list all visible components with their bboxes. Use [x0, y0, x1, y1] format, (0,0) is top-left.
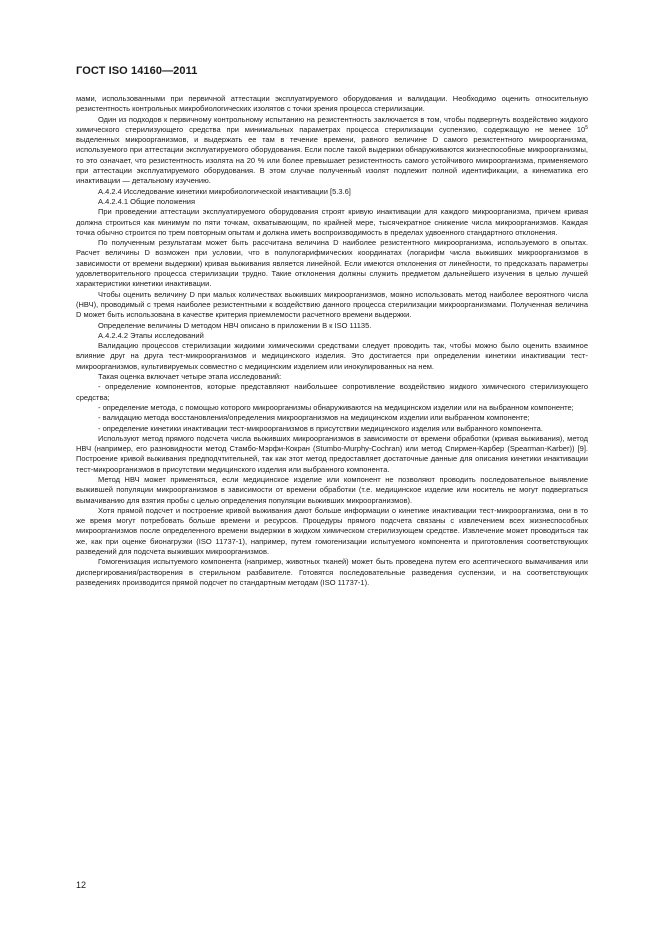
paragraph-2 [76, 115, 588, 187]
page-number: 12 [76, 880, 87, 890]
section-heading-a4-2-4-2: А.4.2.4.2 Этапы исследований [98, 330, 204, 340]
paragraph-9: Используют метод прямого подсчета числа выживших микроорганизмов в зависимости от времени обработки (кривая выживания), метод НВЧ (например, его разновидности метод Стамбо-Мэрфи-Кокран (Stumbo-Murphy-Cochran) или метод Спирмен-Карбер (Spearman-Karber)) [9]. Построение кривой выживания предподчтительней, так как этот метод предоставляет достаточные данные для описания кинетики инактивации тест-микроорганизмов в присутствии медицинского изделия или выбранного компонента. [76, 433, 588, 474]
exponent: 5 [585, 124, 588, 131]
paragraph-7: Валидацию процессов стерилизации жидкими химическими средствами следует проводить так, чтобы можно было оценить взаимное влияние друг на друга тест-микроорганизмов и медицинского изделия. Это достигается при определении кинетики инактивации тест-микроорганизмов, культивируемых совместно с медицинским изделием или инокулированных на нем. [76, 341, 588, 371]
list-item-3: - валидацию метода восстановления/определения микроорганизмов на медицинском изделии или выбранном компоненте; [98, 413, 530, 423]
paragraph-5: Чтобы оценить величину D при малых количествах выживших микроорганизмов, можно использовать метод наиболее вероятного числа (НВЧ), проводимый с тремя наиболее резистентными к воздействию данного процесса стерилизации микроорганизмами. Полученная величина D может быть использована в качестве критерия приемлемости расчетного времени выдержки. [76, 289, 588, 320]
paragraph-10: Метод НВЧ может применяться, если медицинское изделие или компонент не позволяют проводить последовательное выявление выжившей популяции микроорганизмов в зависимости от времени обработки (т.е. медицинское изделие или носитель не могут подвергаться вымачиванию для взятия пробы с целью определения популяции выживших микроорганизмов). [76, 474, 588, 505]
paragraph-3: При проведении аттестации эксплуатируемого оборудования строят кривую инактивации для каждого микроорганизма, причем кривая должна строиться как минимум по пяти точкам, охватывающим, по крайней мере, тысячекратное снижение числа микроорганизмов. Каждая точка обычно строится по трем повторным опытам и должна иметь воспроизводимость в пределах удвоенного стандартного отклонения. [76, 207, 588, 237]
paragraph-11: Хотя прямой подсчет и построение кривой выживания дают больше информации о кинетике инактивации тест-микроорганизма, они в то же время могут потребовать больше времени и ресурсов. Процедуры прямого подсчета связаны с извлечением всех жизнеспособных микроорганизмов после определенного времени выдержки в жидком химическом стерилизующем средстве. Извлечение может проводиться так же, как при оценке бионагрузки (ISO 11737-1), например, путем гомогенизации испытуемого компонента и приготовления соответствующих разведений для подсчета выживших микроорганизмов. [76, 505, 588, 557]
paragraph-2-part-a: Один из подходов к первичному контрольному испытанию на резистентность заключается в том, чтобы подвергнуть воздействию жидкого химического стерилизующего средства при минимальных параметрах процесса стерилизации суспензию, содержащую не менее 10 [76, 114, 588, 134]
document-body [76, 94, 588, 588]
list-item-4: - определение кинетики инактивации тест-микроорганизмов в присутствии медицинского изделия или выбранного компонента. [98, 423, 543, 433]
paragraph-4: По полученным результатам может быть рассчитана величина D наиболее резистентного микроорганизма, используемого в опытах. Расчет величины D возможен при условии, что в полулогарифмических координатах (логарифм числа выживших микроорганизмов в зависимости от времени выдержки) кривая выживания является линейной. Если имеются отклонения от линейности, то предсказать параметры удовлетворительного процесса стерилизации трудно. Такие отклонения должны служить предметом дальнейшего изучения в целью лучшей характеристики кинетики инактивации. [76, 238, 588, 289]
paragraph-12: Гомогенизация испытуемого компонента (например, животных тканей) может быть проведена путем его асептического вымачивания или диспергирования/растворения в стерильном разбавителе. Готовятся последовательные разведения суспензии, и на соответствующих разведениях производится прямой подсчет по стандартным методам (ISO 11737-1). [76, 557, 588, 587]
paragraph-2-part-b: выделенных микроорганизмов, и выдержать ее там в течение времени, равного величине D самого резистентного микроорганизма, используемого при аттестации эксплуатируемого оборудования. Если после такой выдержки обнаруживаются жизнеспособные микроорганизмы, то это означает, что резистентность изолята на 20 % или более превышает резистентность самого устойчивого микроорганизма, применяемого при аттестации эксплуатируемого оборудования. В этом случае полученный изолят подлежит полной идентификации, а кинематика его инактивации — детальному изучению. [76, 135, 588, 186]
list-item-2: - определение метода, с помощью которого микроорганизмы обнаруживаются на медицинском изделии или на выбранном компоненте; [98, 402, 574, 412]
section-heading-a4-2-4: А.4.2.4 Исследование кинетики микробиологической инактивации [5.3.6] [98, 186, 351, 196]
paragraph-8: Такая оценка включает четыре этапа исследований: [98, 372, 282, 382]
document-header: ГОСТ ISO 14160—2011 [76, 65, 198, 77]
paragraph-6: Определение величины D методом НВЧ описано в приложении В к ISO 11135. [98, 320, 372, 330]
list-item-1: - определение компонентов, которые представляют наибольшее сопротивление воздействию жидкого химического стерилизующего средства; [76, 382, 588, 402]
paragraph-1: мами, использованными при первичной аттестации эксплуатируемого оборудования и валидации. Необходимо оценить относительную резистентность контрольных микробиологических изолятов с точки зрения процесса стерилизации. [76, 94, 588, 114]
section-heading-a4-2-4-1: А.4.2.4.1 Общие положения [98, 196, 196, 206]
